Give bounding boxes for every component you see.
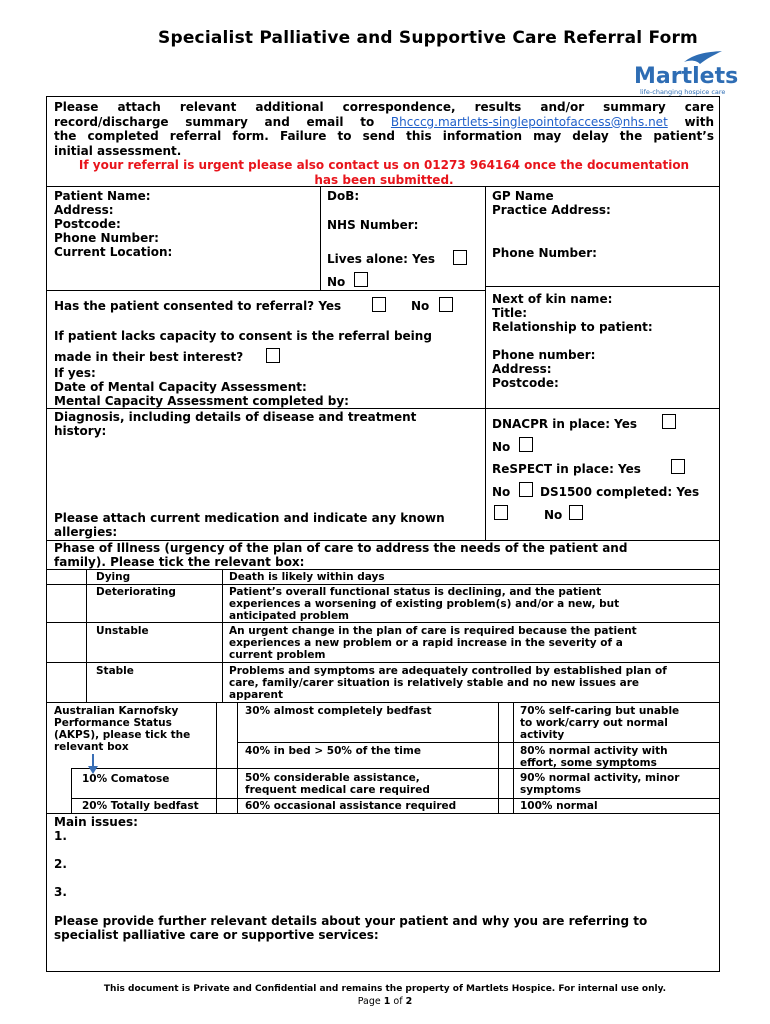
intro-line: Please attach relevant additional correspondence, results and/or summary care bbox=[54, 100, 714, 114]
akps-option: activity bbox=[520, 729, 565, 741]
phase-desc: Problems and symptoms are adequately controlled by established plan of bbox=[229, 665, 667, 677]
divider bbox=[498, 702, 499, 813]
kin-postcode-label: Postcode: bbox=[492, 376, 559, 390]
akps-option: 40% in bed > 50% of the time bbox=[245, 745, 421, 757]
divider bbox=[485, 286, 719, 287]
akps-option: to work/carry out normal bbox=[520, 717, 668, 729]
urgent-notice: has been submitted. bbox=[314, 172, 454, 187]
intro-line: initial assessment. bbox=[54, 143, 182, 158]
kin-name-label: Next of kin name: bbox=[492, 292, 613, 306]
arrow-down-icon bbox=[88, 754, 98, 774]
ds1500-yes-checkbox[interactable] bbox=[494, 505, 508, 520]
ds1500-no-label: No bbox=[544, 508, 563, 522]
phase-name: Dying bbox=[96, 571, 131, 583]
if-yes-label: If yes: bbox=[54, 366, 96, 380]
of-word: of bbox=[393, 996, 403, 1007]
phase-desc: An urgent change in the plan of care is required because the patient bbox=[229, 625, 637, 637]
phase-desc: Patient’s overall functional status is declining, and the patient bbox=[229, 586, 602, 598]
urgent-notice: If your referral is urgent please also contact us on 01273 964164 once the documentation bbox=[78, 158, 690, 172]
issue-number: 2. bbox=[54, 857, 67, 871]
medication-label: allergies: bbox=[54, 525, 118, 539]
akps-option: 50% considerable assistance, bbox=[245, 772, 420, 784]
consent-question: Has the patient consented to referral? Yes bbox=[54, 299, 342, 313]
phase-desc: current problem bbox=[229, 649, 326, 661]
akps-label: relevant box bbox=[54, 741, 129, 753]
akps-option: symptoms bbox=[520, 784, 581, 796]
phase-name: Stable bbox=[96, 665, 134, 677]
respect-label: ReSPECT in place: Yes bbox=[492, 462, 641, 476]
akps-option: 60% occasional assistance required bbox=[245, 800, 457, 812]
page-total: 2 bbox=[405, 996, 413, 1007]
martlets-logo bbox=[634, 50, 739, 96]
phase-desc: care, family/carer situation is relatively stable and no new issues are bbox=[229, 677, 639, 689]
diagnosis-label: Diagnosis, including details of disease and treatment bbox=[54, 410, 417, 424]
divider bbox=[47, 584, 719, 585]
practice-address-label: Practice Address: bbox=[492, 203, 611, 217]
intro-text-part: with bbox=[667, 114, 714, 129]
divider bbox=[47, 290, 485, 291]
dob-label: DoB: bbox=[327, 189, 360, 203]
gp-name-label: GP Name bbox=[492, 189, 554, 203]
issue-number: 3. bbox=[54, 885, 67, 899]
respect-yes-checkbox[interactable] bbox=[671, 459, 685, 474]
phase-desc: experiences a new problem or a rapid increase in the severity of a bbox=[229, 637, 623, 649]
intro-text-part: record/discharge summary and email to bbox=[54, 114, 391, 129]
intro-text bbox=[54, 100, 714, 187]
kin-relationship-label: Relationship to patient: bbox=[492, 320, 653, 334]
lives-alone-no-checkbox[interactable] bbox=[354, 272, 368, 287]
best-interest-checkbox[interactable] bbox=[266, 348, 280, 363]
mca-completed-by-label: Mental Capacity Assessment completed by: bbox=[54, 394, 349, 408]
phase-desc: experiences a worsening of existing problem(s) and/or a new, but bbox=[229, 598, 620, 610]
patient-postcode-label: Postcode: bbox=[54, 217, 121, 231]
divider bbox=[47, 569, 719, 570]
akps-label: Australian Karnofsky bbox=[54, 705, 179, 717]
email-link[interactable]: Bhcccg.martlets-singlepointofaccess@nhs.net bbox=[390, 114, 668, 129]
lives-alone-label: Lives alone: Yes bbox=[327, 252, 436, 266]
divider bbox=[222, 569, 223, 702]
page-number: 1 bbox=[383, 996, 391, 1007]
lives-alone-no-label: No bbox=[327, 275, 346, 289]
kin-address-label: Address: bbox=[492, 362, 552, 376]
further-details-label: specialist palliative care or supportive services: bbox=[54, 928, 379, 942]
divider bbox=[71, 768, 72, 813]
akps-label: Performance Status bbox=[54, 717, 172, 729]
medication-label: Please attach current medication and indicate any known bbox=[54, 511, 445, 525]
dnacpr-yes-checkbox[interactable] bbox=[662, 414, 676, 429]
akps-option: 100% normal bbox=[520, 800, 598, 812]
divider bbox=[47, 622, 719, 623]
divider bbox=[47, 813, 719, 814]
patient-address-label: Address: bbox=[54, 203, 114, 217]
main-issues-heading: Main issues: bbox=[54, 815, 138, 829]
intro-line bbox=[54, 115, 714, 130]
ds1500-no-checkbox[interactable] bbox=[569, 505, 583, 520]
consent-no-label: No bbox=[411, 299, 430, 313]
kin-phone-label: Phone number: bbox=[492, 348, 596, 362]
akps-option: frequent medical care required bbox=[245, 784, 430, 796]
akps-option: effort, some symptoms bbox=[520, 757, 657, 769]
divider bbox=[47, 408, 719, 409]
phase-name: Deteriorating bbox=[96, 586, 176, 598]
dnacpr-no-checkbox[interactable] bbox=[519, 437, 533, 452]
issue-number: 1. bbox=[54, 829, 67, 843]
dnacpr-no-label: No bbox=[492, 440, 511, 454]
divider bbox=[47, 702, 719, 703]
divider bbox=[320, 186, 321, 290]
divider bbox=[47, 186, 719, 187]
patient-phone-label: Phone Number: bbox=[54, 231, 159, 245]
logo-tagline: life-changing hospice care bbox=[640, 88, 726, 96]
divider bbox=[485, 186, 486, 540]
consent-yes-checkbox[interactable] bbox=[372, 297, 386, 312]
nhs-number-label: NHS Number: bbox=[327, 218, 419, 232]
diagnosis-label: history: bbox=[54, 424, 107, 438]
consent-no-checkbox[interactable] bbox=[439, 297, 453, 312]
mca-date-label: Date of Mental Capacity Assessment: bbox=[54, 380, 307, 394]
current-location-label: Current Location: bbox=[54, 245, 173, 259]
divider bbox=[216, 702, 217, 813]
divider bbox=[47, 662, 719, 663]
akps-option: 80% normal activity with bbox=[520, 745, 668, 757]
respect-no-label: No bbox=[492, 485, 511, 499]
confidential-notice: This document is Private and Confidential and remains the property of Martlets Hospice. For internal use only. bbox=[103, 984, 667, 994]
phase-desc: Death is likely within days bbox=[229, 571, 385, 583]
capacity-question: made in their best interest? bbox=[54, 350, 244, 364]
ds1500-label: DS1500 completed: Yes bbox=[540, 485, 700, 499]
phase-desc: apparent bbox=[229, 689, 283, 701]
phase-heading: Phase of Illness (urgency of the plan of care to address the needs of the patient and bbox=[54, 541, 628, 555]
dnacpr-label: DNACPR in place: Yes bbox=[492, 417, 638, 431]
further-details-label: Please provide further relevant details about your patient and why you are referring to bbox=[54, 914, 648, 928]
kin-title-label: Title: bbox=[492, 306, 528, 320]
lives-alone-yes-checkbox[interactable] bbox=[453, 250, 467, 265]
patient-name-label: Patient Name: bbox=[54, 189, 151, 203]
akps-option: 10% Comatose bbox=[82, 773, 170, 785]
akps-label: (AKPS), please tick the bbox=[54, 729, 191, 741]
page-indicator bbox=[0, 996, 770, 1007]
divider bbox=[237, 742, 719, 743]
phase-name: Unstable bbox=[96, 625, 149, 637]
divider bbox=[71, 798, 719, 799]
divider bbox=[237, 702, 238, 813]
page-title: Specialist Palliative and Supportive Care Referral Form bbox=[158, 28, 698, 48]
logo-wordmark: Martlets bbox=[634, 64, 739, 89]
intro-line: the completed referral form. Failure to send this information may delay the patient’s bbox=[54, 129, 714, 143]
gp-phone-label: Phone Number: bbox=[492, 246, 597, 260]
akps-option: 90% normal activity, minor bbox=[520, 772, 680, 784]
divider bbox=[513, 702, 514, 813]
capacity-question: If patient lacks capacity to consent is the referral being bbox=[54, 329, 432, 343]
page-word: Page bbox=[357, 996, 381, 1007]
akps-option: 30% almost completely bedfast bbox=[245, 705, 432, 717]
divider bbox=[86, 569, 87, 702]
akps-option: 70% self-caring but unable bbox=[520, 705, 680, 717]
phase-desc: anticipated problem bbox=[229, 610, 350, 622]
akps-option: 20% Totally bedfast bbox=[82, 800, 199, 812]
phase-heading: family). Please tick the relevant box: bbox=[54, 555, 305, 569]
respect-no-checkbox[interactable] bbox=[519, 482, 533, 497]
